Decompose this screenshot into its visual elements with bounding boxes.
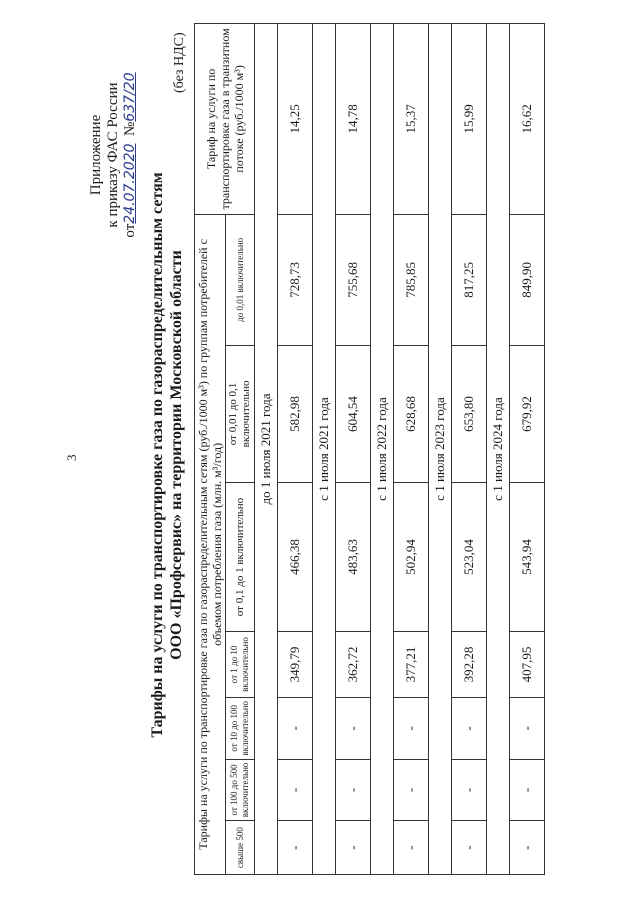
tariff-value-cell: 817,25	[452, 214, 487, 345]
period-label: до 1 июля 2021 года	[255, 24, 278, 875]
tariff-value-cell: -	[278, 759, 313, 821]
column-header: свыше 500	[226, 821, 255, 875]
tariff-value-cell: -	[278, 697, 313, 759]
tariff-value-cell: 543,94	[510, 483, 545, 632]
tariff-value-row	[336, 24, 371, 875]
tariff-value-row	[394, 24, 429, 875]
tariff-value-cell: 728,73	[278, 214, 313, 345]
tariff-table	[194, 23, 545, 875]
column-header: от 0,01 до 0,1 включительно	[226, 345, 255, 482]
tariff-value-cell: -	[278, 821, 313, 875]
period-label: с 1 июля 2024 года	[487, 24, 510, 875]
tariff-value-cell: 582,98	[278, 345, 313, 482]
vat-note: (без НДС)	[172, 32, 187, 93]
tariff-value-cell: -	[394, 821, 429, 875]
tariff-value-cell: -	[510, 697, 545, 759]
transit-value-cell: 15,99	[452, 24, 487, 215]
tariff-value-cell: 466,38	[278, 483, 313, 632]
tariff-value-cell: 785,85	[394, 214, 429, 345]
tariff-value-cell: 377,21	[394, 632, 429, 698]
column-header: от 100 до 500 включительно	[226, 759, 255, 821]
tariff-value-cell: 849,90	[510, 214, 545, 345]
number-prefix: №	[122, 121, 138, 137]
page-number: 3	[64, 454, 79, 461]
transit-value-cell: 14,78	[336, 24, 371, 215]
title-line-1: Тарифы на услуги по транспортировке газа по газораспределительным сетям	[149, 172, 166, 738]
period-row	[429, 24, 452, 875]
period-row	[313, 24, 336, 875]
transit-header: Тариф на услуги по транспортировке газа в транзитном потоке (руб./1000 м³)	[195, 24, 255, 215]
tariff-value-cell: 502,94	[394, 483, 429, 632]
period-label: с 1 июля 2022 года	[371, 24, 394, 875]
column-header: от 1 до 10 включительно	[226, 632, 255, 698]
transit-value-cell: 16,62	[510, 24, 545, 215]
column-header: до 0,01 включительно	[226, 214, 255, 345]
tariff-value-cell: -	[452, 821, 487, 875]
tariff-value-cell: -	[510, 759, 545, 821]
tariff-value-cell: 362,72	[336, 632, 371, 698]
tariff-value-cell: 349,79	[278, 632, 313, 698]
tariff-value-cell: -	[336, 821, 371, 875]
tariff-value-cell: 679,92	[510, 345, 545, 482]
period-label: с 1 июля 2023 года	[429, 24, 452, 875]
period-row	[371, 24, 394, 875]
handwritten-date: 24.07.2020	[122, 143, 138, 224]
tariff-value-cell: 755,68	[336, 214, 371, 345]
title-line-2: ООО «Профсервис» на территории Московской области	[168, 250, 185, 660]
appendix-order-ref: к приказу ФАС России	[105, 82, 121, 228]
transit-value-cell: 14,25	[278, 24, 313, 215]
tariff-value-row	[510, 24, 545, 875]
document-title	[148, 145, 186, 765]
period-row	[255, 24, 278, 875]
tariff-value-cell: 653,80	[452, 345, 487, 482]
period-label: с 1 июля 2021 года	[313, 24, 336, 875]
appendix-block	[88, 25, 139, 285]
handwritten-number: 637/20	[122, 72, 138, 122]
column-header: от 10 до 100 включительно	[226, 697, 255, 759]
tariff-value-cell: -	[452, 759, 487, 821]
tariff-rows	[255, 24, 545, 875]
tariff-value-cell: -	[452, 697, 487, 759]
tariff-value-cell: 604,54	[336, 345, 371, 482]
transit-value-cell: 15,37	[394, 24, 429, 215]
tariff-value-cell: 628,68	[394, 345, 429, 482]
appendix-date-number	[122, 25, 139, 285]
tariff-value-cell: 407,95	[510, 632, 545, 698]
tariff-value-row	[452, 24, 487, 875]
period-row	[487, 24, 510, 875]
group-header: Тарифы на услуги по транспортировке газа по газораспределительным сетям (руб./1000 м³) по группам потребителей с объемом потребления газа (млн. м³/год)	[195, 214, 226, 874]
tariff-value-cell: 523,04	[452, 483, 487, 632]
tariff-value-row	[278, 24, 313, 875]
tariff-value-cell: -	[336, 697, 371, 759]
date-prefix: от	[122, 223, 138, 238]
tariff-value-cell: -	[510, 821, 545, 875]
tariff-value-cell: 392,28	[452, 632, 487, 698]
tariff-value-cell: 483,63	[336, 483, 371, 632]
column-header: от 0,1 до 1 включительно	[226, 483, 255, 632]
tariff-value-cell: -	[394, 759, 429, 821]
appendix-label: Приложение	[88, 114, 104, 196]
tariff-value-cell: -	[394, 697, 429, 759]
tariff-value-cell: -	[336, 759, 371, 821]
